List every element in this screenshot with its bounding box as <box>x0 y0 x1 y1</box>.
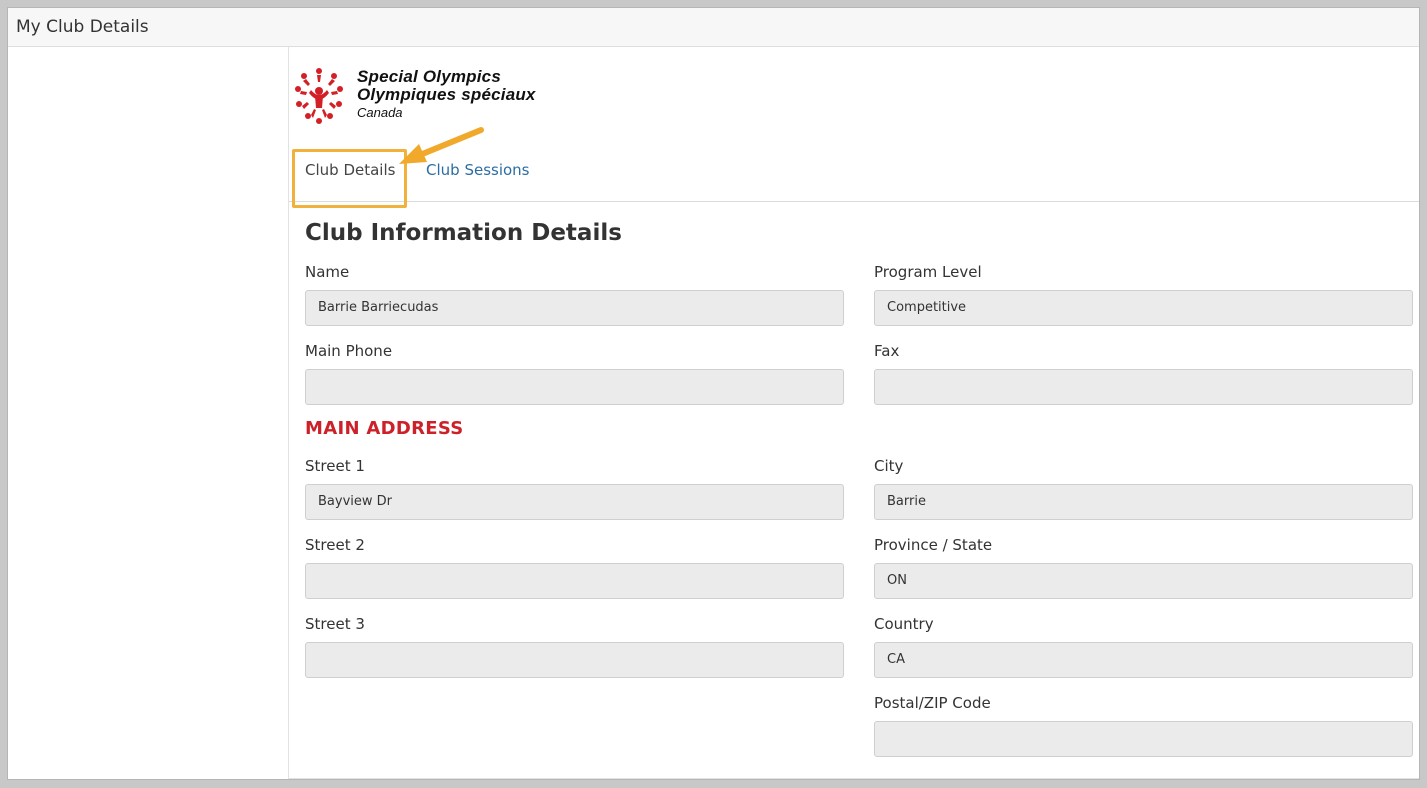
street1-field-group <box>305 456 844 520</box>
logo-line-country: Canada <box>357 105 403 120</box>
country-field-group <box>874 614 1413 678</box>
tutorial-highlight-box <box>292 149 407 208</box>
street1-input[interactable]: Bayview Dr <box>305 484 844 520</box>
postal-label: Postal/ZIP Code <box>874 694 991 712</box>
street3-input[interactable] <box>305 642 844 678</box>
province-field-group <box>874 535 1413 599</box>
postal-field-group <box>874 693 1413 757</box>
street1-label: Street 1 <box>305 457 365 475</box>
special-olympics-logo <box>289 64 599 126</box>
street3-field-group <box>305 614 844 678</box>
province-input[interactable]: ON <box>874 563 1413 599</box>
tab-club-sessions[interactable]: Club Sessions <box>426 161 530 179</box>
fax-label: Fax <box>874 342 900 360</box>
street2-field-group <box>305 535 844 599</box>
city-input[interactable]: Barrie <box>874 484 1413 520</box>
name-label: Name <box>305 263 350 281</box>
name-field-group <box>305 262 844 326</box>
country-label: Country <box>874 615 934 633</box>
logo-line-french: Olympiques spéciaux <box>357 85 536 104</box>
postal-input[interactable] <box>874 721 1413 757</box>
program-level-input[interactable]: Competitive <box>874 290 1413 326</box>
logo-wordmark <box>357 68 536 121</box>
city-field-group <box>874 456 1413 520</box>
program-level-label: Program Level <box>874 263 982 281</box>
fax-field-group <box>874 341 1413 405</box>
name-input[interactable]: Barrie Barriecudas <box>305 290 844 326</box>
province-label: Province / State <box>874 536 993 554</box>
main-phone-field-group <box>305 341 844 405</box>
fax-input[interactable] <box>874 369 1413 405</box>
main-address-heading: MAIN ADDRESS <box>305 418 464 439</box>
window-title: My Club Details <box>8 8 1419 47</box>
special-olympics-emblem-icon <box>289 64 349 126</box>
tab-club-details[interactable]: Club Details <box>305 161 396 179</box>
street3-label: Street 3 <box>305 615 365 633</box>
street2-label: Street 2 <box>305 536 365 554</box>
city-label: City <box>874 457 904 475</box>
street2-input[interactable] <box>305 563 844 599</box>
club-info-heading: Club Information Details <box>305 220 622 246</box>
app-window <box>7 7 1420 780</box>
main-content <box>288 47 1419 779</box>
tutorial-arrow-icon <box>393 122 489 170</box>
country-input[interactable]: CA <box>874 642 1413 678</box>
program-level-field-group <box>874 262 1413 326</box>
main-phone-input[interactable] <box>305 369 844 405</box>
logo-line-english: Special Olympics <box>357 67 501 86</box>
main-phone-label: Main Phone <box>305 342 393 360</box>
